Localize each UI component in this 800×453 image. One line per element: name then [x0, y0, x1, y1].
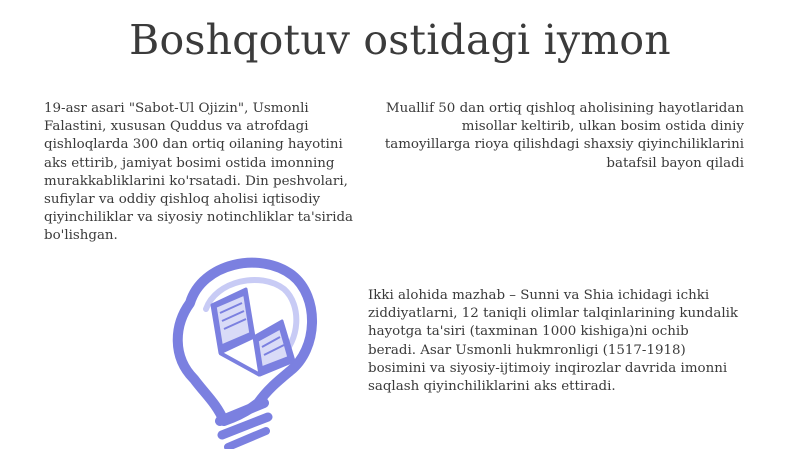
lightbulb-book-icon [150, 253, 320, 449]
author-paragraph: Muallif 50 dan ortiq qishloq aholisining hayotlaridan misollar keltirib, ulkan bosim ostida diniy tamoyillarga rioya qilishdagi shaxsiy qiyinchiliklarini batafsil bayon qiladi [384, 101, 744, 171]
intro-paragraph: 19-asr asari "Sabot-Ul Ojizin", Usmonli Falastini, xususan Quddus va atrofdagi qishloqlarda 300 dan ortiq oilaning hayotini aks ettirib, jamiyat bosimi ostida imonning murakkabliklarini ko'rsatadi. Din peshvolari, sufiylar va oddiy qishloq aholisi iqtisodiy qiyinchiliklar va siyosiy notinchliklar ta'sirida bo'lishgan. [44, 101, 354, 244]
sects-paragraph: Ikki alohida mazhab – Sunni va Shia ichidagi ichki ziddiyatlarni, 12 taniqli olimlar talqinlarining kundalik hayotga ta'siri (taxminan 1000 kishiga)ni ochib beradi. Asar Usmonli hukmronligi (1517-1918) bosimini va siyosiy-ijtimoiy inqirozlar davrida imonni saqlash qiyinchiliklarini aks ettiradi. [368, 288, 739, 395]
page-title: Boshqotuv ostidagi iymon [129, 16, 671, 64]
